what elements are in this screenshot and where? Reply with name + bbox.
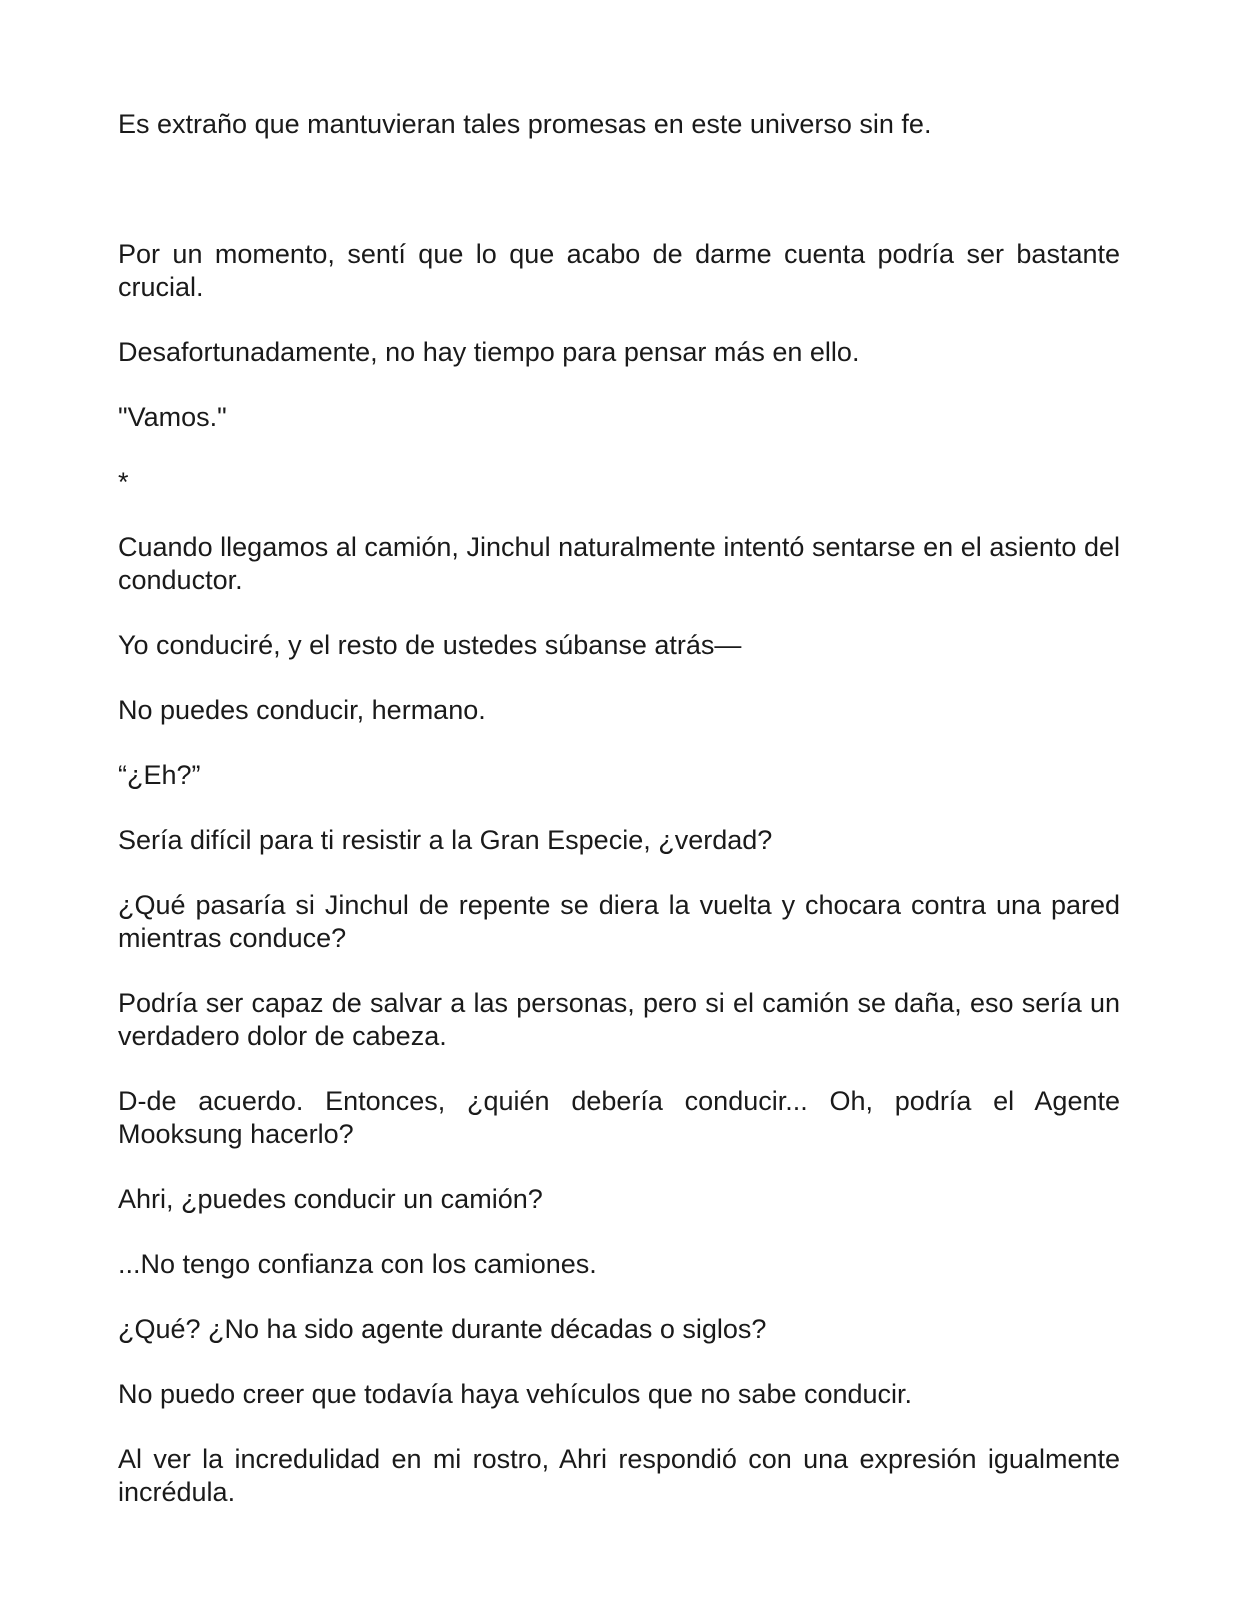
paragraph: Por un momento, sentí que lo que acabo de darme cuenta podría ser bastante crucial. xyxy=(118,239,1120,302)
paragraph: Ahri, ¿puedes conducir un camión? xyxy=(118,1184,543,1214)
paragraph: Cuando llegamos al camión, Jinchul naturalmente intentó sentarse en el asiento del conductor. xyxy=(118,532,1120,595)
paragraph: Al ver la incredulidad en mi rostro, Ahri respondió con una expresión igualmente incrédula. xyxy=(118,1444,1120,1507)
paragraph: Yo conduciré, y el resto de ustedes súbanse atrás— xyxy=(118,630,742,660)
paragraph: "Vamos." xyxy=(118,402,227,432)
paragraph: Es extraño que mantuvieran tales promesas en este universo sin fe. xyxy=(118,109,932,139)
paragraph: ¿Qué pasaría si Jinchul de repente se diera la vuelta y chocara contra una pared mientras conduce? xyxy=(118,890,1120,953)
scene-break: * xyxy=(118,467,129,497)
paragraph: ...No tengo confianza con los camiones. xyxy=(118,1249,597,1279)
paragraph: Podría ser capaz de salvar a las personas, pero si el camión se daña, eso sería un verdadero dolor de cabeza. xyxy=(118,988,1120,1051)
paragraph: No puedes conducir, hermano. xyxy=(118,695,486,725)
paragraph: D-de acuerdo. Entonces, ¿quién debería conducir... Oh, podría el Agente Mooksung hacerlo? xyxy=(118,1086,1120,1149)
document-page xyxy=(118,108,1120,1509)
paragraph: Sería difícil para ti resistir a la Gran Especie, ¿verdad? xyxy=(118,825,773,855)
paragraph: ¿Qué? ¿No ha sido agente durante décadas o siglos? xyxy=(118,1314,767,1344)
paragraph: “¿Eh?” xyxy=(118,760,201,790)
paragraph: No puedo creer que todavía haya vehículos que no sabe conducir. xyxy=(118,1379,913,1409)
paragraph: Desafortunadamente, no hay tiempo para pensar más en ello. xyxy=(118,337,860,367)
